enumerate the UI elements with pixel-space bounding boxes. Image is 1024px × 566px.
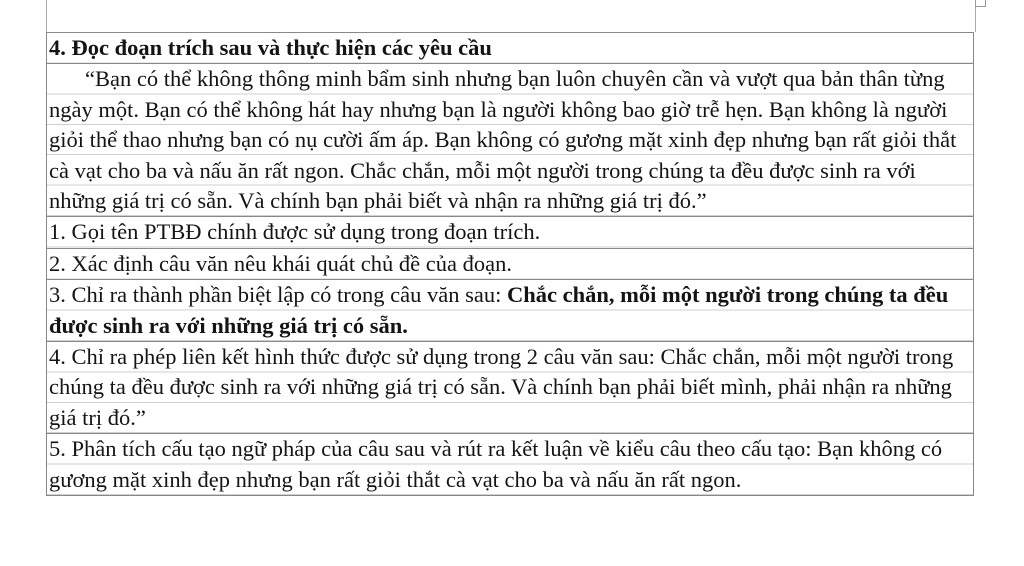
- question-4-text: 4. Chỉ ra phép liên kết hình thức được sử dụng trong 2 câu văn sau: Chắc chắn, mỗi một người trong chúng ta đều được sinh ra với những giá trị có sẵn. Và chính bạn phải biết mình, phải nhận ra những giá trị đó.”: [49, 344, 954, 430]
- exercise-heading-text: 4. Đọc đoạn trích sau và thực hiện các yêu cầu: [49, 35, 492, 60]
- table-corner-mark: [975, 0, 986, 7]
- question-5: [46, 434, 974, 496]
- question-2-text: 2. Xác định câu văn nêu khái quát chủ đề của đoạn.: [49, 250, 512, 276]
- question-3: [46, 280, 974, 342]
- exercise-table: [46, 32, 974, 496]
- passage-row: [46, 64, 974, 217]
- question-1: [46, 217, 974, 248]
- question-2: [46, 249, 974, 280]
- question-4: [46, 342, 974, 434]
- question-3-sentence: Chắc chắn, mỗi một người trong chúng ta đều được sinh ra với những giá trị có sẵn.: [49, 282, 949, 338]
- question-1-text: 1. Gọi tên PTBĐ chính được sử dụng trong đoạn trích.: [49, 219, 541, 245]
- passage-text: “Bạn có thể không thông minh bẩm sinh nhưng bạn luôn chuyên cần và vượt qua bản thân từng ngày một. Bạn có thể không hát hay nhưng bạn là người không bao giờ trễ hẹn. Bạn không là người giỏi thể thao nhưng bạn có nụ cười ấm áp. Bạn không có gương mặt xinh đẹp nhưng bạn rất giỏi thắt cà vạt cho ba và nấu ăn rất ngon. Chắc chắn, mỗi một người trong chúng ta đều được sinh ra với những giá trị có sẵn. Và chính bạn phải biết và nhận ra những giá trị đó.”: [49, 66, 957, 214]
- question-3-lead: 3. Chỉ ra thành phần biệt lập có trong câu văn sau:: [49, 282, 507, 308]
- question-5-text: 5. Phân tích cấu tạo ngữ pháp của câu sau và rút ra kết luận về kiểu câu theo cấu tạo: Bạn không có gương mặt xinh đẹp nhưng bạn rất giỏi thắt cà vạt cho ba và nấu ăn rất ngon.: [49, 436, 943, 492]
- exercise-heading: [46, 33, 974, 64]
- previous-row-fragment: [46, 0, 976, 32]
